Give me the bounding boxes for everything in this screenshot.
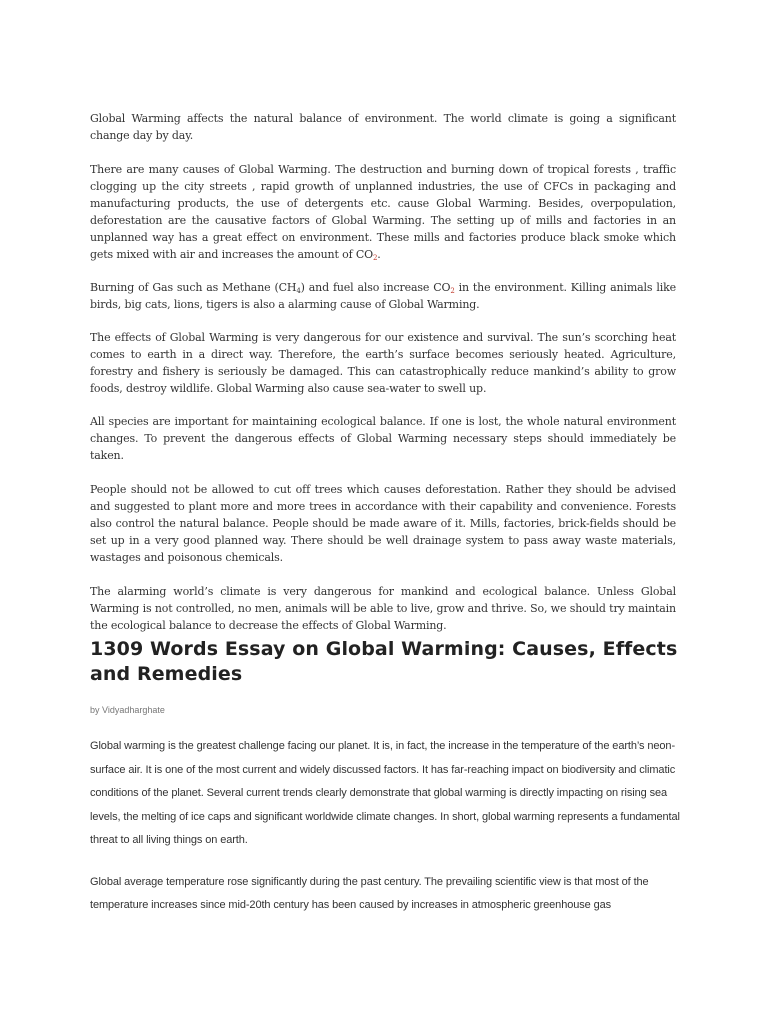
essay1-paragraph-2-text: There are many causes of Global Warming. The destruction and burning down of tropical forests , traffic clogging up the city streets , rapid growth of unplanned industries, the use of CFCs in packaging and manufacturing products, the use of detergents etc. cause Global Warming. Besides, overpopulation, deforestation are the causative factors of Global Warming. The setting up of mills and factories in an unplanned way has a great effect on environment. These mills and factories produce black smoke which gets mixed with air and increases the amount of CO (90, 163, 676, 261)
essay1-paragraph-3 (90, 279, 676, 313)
essay1-paragraph-4: The effects of Global Warming is very dangerous for our existence and survival. The sun’s scorching heat comes to earth in a direct way. Therefore, the earth’s surface becomes seriously heated. Agriculture, forestry and fishery is seriously be damaged. This can catastrophically reduce mankind’s ability to grow foods, destroy wildlife. Global Warming also cause sea-water to swell up. (90, 331, 676, 395)
essay1-paragraph-3-part-b: ) and fuel also increase CO (300, 281, 451, 294)
author-byline: by Vidyadharghate (90, 705, 165, 715)
essay2-paragraph-2: Global average temperature rose significantly during the past century. The prevailing scientific view is that most of the temperature increases since mid-20th century has been caused by increases in atmospheric greenhouse gas (90, 875, 649, 911)
co2-subscript-2: 2 (450, 287, 455, 295)
essay1-paragraph-5: All species are important for maintaining ecological balance. If one is lost, the whole natural environment changes. To prevent the dangerous effects of Global Warming necessary steps should immediately be taken. (90, 415, 676, 462)
essay1-paragraph-2 (90, 161, 676, 263)
essay1-paragraph-3-part-c: in the environment. Killing animals like birds, big cats, lions, tigers is also a alarming cause of Global Warming. (90, 281, 676, 311)
ch4-subscript: 4 (296, 287, 301, 295)
essay-2-title: 1309 Words Essay on Global Warming: Causes, Effects and Remedies (90, 638, 678, 685)
essay1-paragraph-6: People should not be allowed to cut off trees which causes deforestation. Rather they should be advised and suggested to plant more and more trees in accordance with their capability and convenience. Forests also control the natural balance. People should be made aware of it. Mills, factories, brick-fields should be set up in a very good planned way. There should be well drainage system to pass away waste materials, wastages and poisonous chemicals. (90, 483, 676, 564)
essay1-paragraph-7: The alarming world’s climate is very dangerous for mankind and ecological balance. Unless Global Warming is not controlled, no men, animals will be able to live, grow and thrive. So, we should try maintain the ecological balance to decrease the effects of Global Warming. (90, 585, 676, 632)
essay1-paragraph-1: Global Warming affects the natural balance of environment. The world climate is going a significant change day by day. (90, 112, 676, 142)
essay-1 (90, 110, 676, 651)
co2-subscript: 2 (372, 254, 378, 262)
essay-2-body (90, 735, 686, 936)
essay1-paragraph-3-part-a: Burning of Gas such as Methane (CH (90, 281, 297, 294)
essay2-paragraph-1: Global warming is the greatest challenge facing our planet. It is, in fact, the increase in the temperature of the earth’s neon- surface air. It is one of the most current and widely discussed factors. It has far-reaching impact on biodiversity and climatic conditions of the planet. Several current trends clearly demonstrate that global warming is directly impacting on rising sea levels, the melting of ice caps and significant worldwide climate changes. In short, global warming represents a fundamental threat to all living things on earth. (90, 740, 680, 846)
essay1-paragraph-2-end: . (377, 248, 381, 261)
